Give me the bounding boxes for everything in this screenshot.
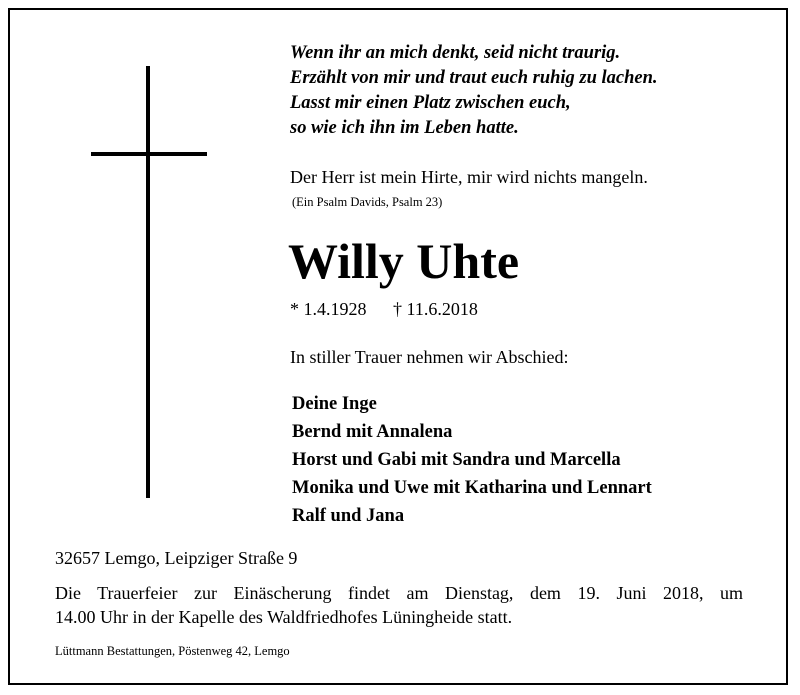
ceremony-info [55, 581, 743, 629]
psalm-reference: (Ein Psalm Davids, Psalm 23) [292, 195, 443, 209]
mourner-item: Horst und Gabi mit Sandra und Marcella [292, 450, 621, 470]
life-dates [290, 299, 478, 320]
poem-line: Lasst mir einen Platz zwischen euch, [290, 93, 571, 113]
psalm-quote: Der Herr ist mein Hirte, mir wird nichts mangeln. [290, 167, 648, 187]
mourner-item: Deine Inge [292, 394, 377, 414]
deceased-name: Willy Uhte [288, 233, 520, 289]
cross-horizontal-bar [91, 152, 207, 156]
poem-line: Wenn ihr an mich denkt, seid nicht traurig. [290, 43, 621, 63]
ceremony-line: Die Trauerfeier zur Einäscherung findet am Dienstag, dem 19. Juni 2018, um [55, 583, 743, 603]
poem-line: Erzählt von mir und traut euch ruhig zu lachen. [290, 68, 658, 88]
birth-date: * 1.4.1928 [290, 299, 367, 319]
undertaker-info: Lüttmann Bestattungen, Pöstenweg 42, Lemgo [55, 644, 290, 658]
mourner-item: Bernd mit Annalena [292, 422, 453, 442]
poem-line: so wie ich ihn im Leben hatte. [290, 118, 519, 138]
mourners-list [292, 390, 652, 530]
mourner-item: Ralf und Jana [292, 506, 405, 526]
poem [290, 41, 658, 141]
cross-vertical-bar [146, 66, 150, 498]
family-address: 32657 Lemgo, Leipziger Straße 9 [55, 548, 298, 568]
ceremony-line: 14.00 Uhr in der Kapelle des Waldfriedhofes Lüningheide statt. [55, 607, 513, 627]
mourner-item: Monika und Uwe mit Katharina und Lennart [292, 478, 652, 498]
death-date: † 11.6.2018 [393, 299, 478, 319]
farewell-text: In stiller Trauer nehmen wir Abschied: [290, 347, 569, 367]
